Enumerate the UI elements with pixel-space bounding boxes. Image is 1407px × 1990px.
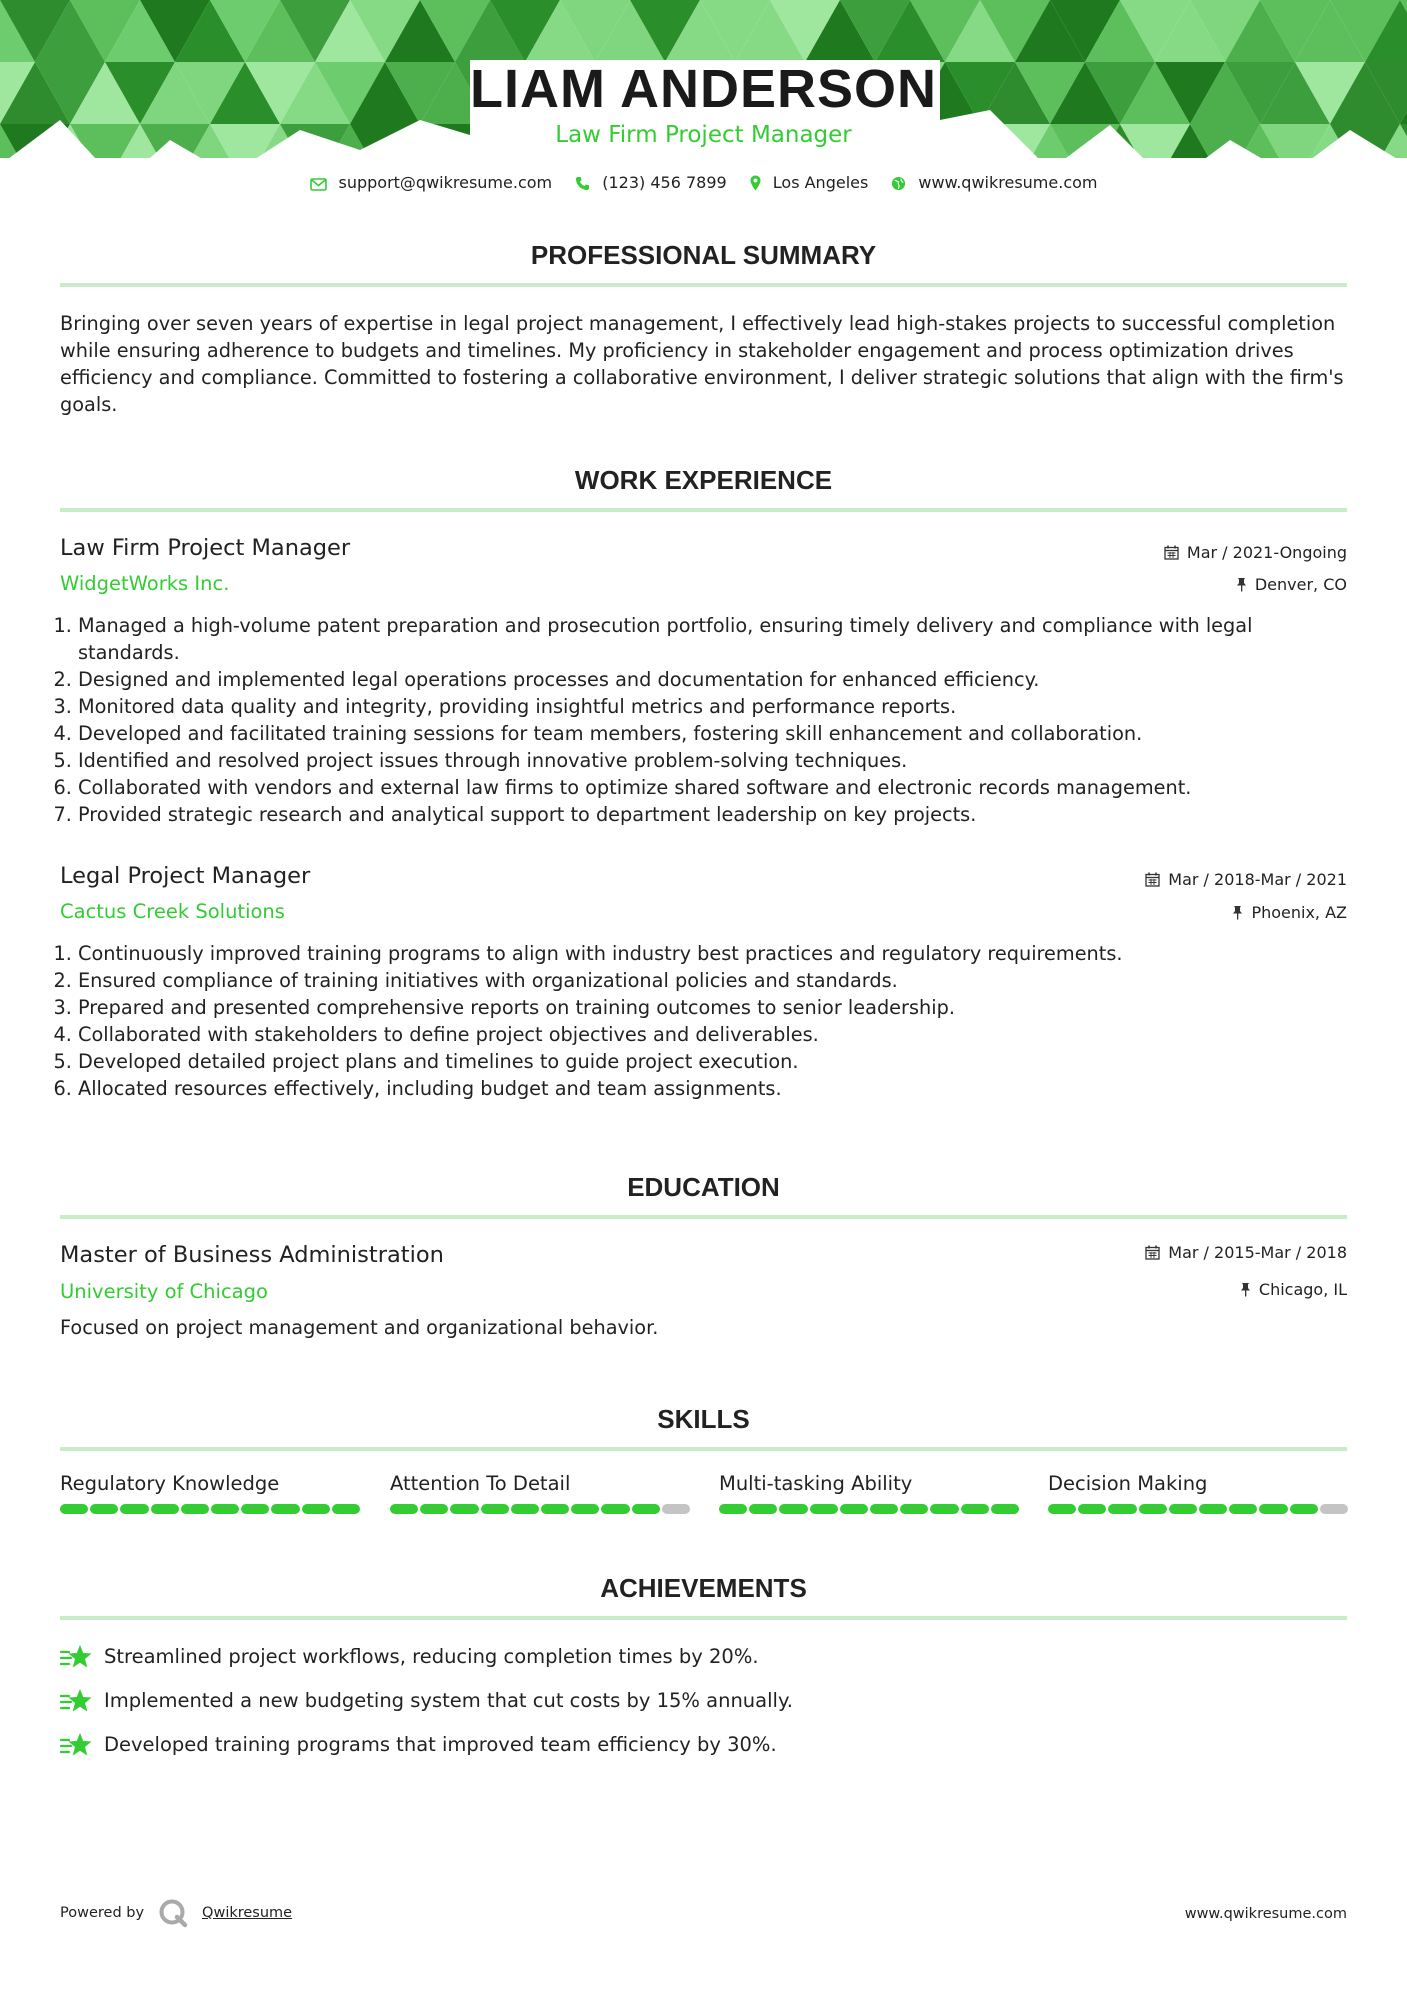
achievement-text: Implemented a new budgeting system that cut costs by 15% annually.: [104, 1689, 793, 1712]
skill-item: [1048, 1472, 1348, 1514]
experience-rule: [60, 508, 1347, 512]
skill-name: Decision Making: [1048, 1472, 1208, 1495]
job-bullet: 1. Continuously improved training programs to align with industry best practices and regulatory requirements.: [78, 940, 1358, 967]
education-description: Focused on project management and organizational behavior.: [60, 1316, 659, 1339]
pushpin-icon: [1240, 1282, 1251, 1297]
experience-heading: WORK EXPERIENCE: [574, 465, 833, 495]
skill-segment-filled: [120, 1504, 148, 1514]
skill-segment-filled: [151, 1504, 179, 1514]
skill-segment-filled: [181, 1504, 209, 1514]
skill-segment-filled: [241, 1504, 269, 1514]
education-location: [1240, 1280, 1347, 1299]
skill-segment-filled: [302, 1504, 330, 1514]
achievements-rule: [60, 1616, 1347, 1620]
skill-segment-filled: [1290, 1504, 1318, 1514]
skill-segment-filled: [930, 1504, 958, 1514]
skill-segment-filled: [1229, 1504, 1257, 1514]
education-location-text: Chicago, IL: [1258, 1280, 1347, 1299]
achievement-item: [60, 1731, 777, 1759]
candidate-title: Law Firm Project Manager: [555, 122, 852, 148]
skill-segment-filled: [481, 1504, 509, 1514]
job-company: Cactus Creek Solutions: [60, 900, 285, 923]
job-bullet: 4. Collaborated with stakeholders to define project objectives and deliverables.: [78, 1021, 1358, 1048]
candidate-name: LIAM ANDERSON: [470, 59, 937, 119]
skill-segment-empty: [662, 1504, 690, 1514]
skill-segment-filled: [271, 1504, 299, 1514]
job-dates: [1164, 543, 1347, 562]
skill-segment-filled: [1169, 1504, 1197, 1514]
contact-location-text: Los Angeles: [772, 173, 869, 192]
job-bullet: 6. Allocated resources effectively, including budget and team assignments.: [78, 1075, 1358, 1102]
degree-title: Master of Business Administration: [60, 1242, 444, 1268]
pushpin-icon: [1236, 577, 1247, 592]
footer-powered-by: [60, 1898, 292, 1928]
phone-icon: [575, 176, 590, 191]
job-bullet: 2. Designed and implemented legal operations processes and documentation for enhanced efficiency.: [78, 666, 1358, 693]
job-bullet: 2. Ensured compliance of training initiatives with organizational policies and standards.: [78, 967, 1358, 994]
job-bullet: 4. Developed and facilitated training sessions for team members, fostering skill enhancement and collaboration.: [78, 720, 1358, 747]
job-bullets: [50, 940, 1358, 1102]
skill-segment-filled: [511, 1504, 539, 1514]
job-title: Law Firm Project Manager: [60, 535, 351, 561]
skill-item: [719, 1472, 1019, 1514]
shooting-star-icon: [60, 1731, 94, 1759]
footer-website[interactable]: www.qwikresume.com: [1184, 1906, 1347, 1922]
school-name: University of Chicago: [60, 1280, 268, 1303]
skill-segment-filled: [1078, 1504, 1106, 1514]
calendar-icon: [1145, 872, 1160, 887]
achievement-item: [60, 1643, 759, 1671]
skill-segment-filled: [900, 1504, 928, 1514]
summary-text: Bringing over seven years of expertise in legal project management, I effectively lead high-stakes projects to successful completion while ensuring adherence to budgets and timelines. My proficiency in stakeholder engagement and process optimization drives efficiency and compliance. Committed to fostering a collaborative environment, I deliver strategic solutions that align with the firm's goals.: [60, 312, 1344, 416]
skill-segment-filled: [632, 1504, 660, 1514]
shooting-star-icon: [60, 1687, 94, 1715]
job-company: WidgetWorks Inc.: [60, 572, 230, 595]
job-location: [1236, 575, 1347, 594]
skills-rule: [60, 1447, 1347, 1451]
skill-level-bar: [390, 1504, 690, 1514]
achievement-item: [60, 1687, 793, 1715]
skill-segment-filled: [390, 1504, 418, 1514]
job-bullet: 5. Developed detailed project plans and timelines to guide project execution.: [78, 1048, 1358, 1075]
job-bullet: 5. Identified and resolved project issues through innovative problem-solving techniques.: [78, 747, 1358, 774]
skill-segment-filled: [332, 1504, 360, 1514]
skill-level-bar: [60, 1504, 360, 1514]
skill-segment-filled: [571, 1504, 599, 1514]
skill-segment-filled: [1199, 1504, 1227, 1514]
skill-segment-filled: [420, 1504, 448, 1514]
job-dates: [1145, 870, 1347, 889]
calendar-icon: [1145, 1245, 1160, 1260]
envelope-icon: [310, 178, 327, 191]
job-bullets: [50, 612, 1358, 828]
skill-segment-filled: [840, 1504, 868, 1514]
skill-segment-filled: [779, 1504, 807, 1514]
job-bullet: 7. Provided strategic research and analytical support to department leadership on key projects.: [78, 801, 1358, 828]
contact-phone-text: (123) 456 7899: [602, 173, 727, 192]
skill-segment-filled: [719, 1504, 747, 1514]
contact-website[interactable]: [891, 173, 1097, 192]
qwikresume-link[interactable]: Qwikresume: [202, 1905, 293, 1921]
summary-heading: PROFESSIONAL SUMMARY: [530, 240, 877, 270]
job-dates-text: Mar / 2021-Ongoing: [1186, 543, 1347, 562]
achievement-text: Developed training programs that improved team efficiency by 30%.: [104, 1733, 777, 1756]
skill-segment-filled: [601, 1504, 629, 1514]
job-bullet: 6. Collaborated with vendors and external law firms to optimize shared software and electronic records management.: [78, 774, 1358, 801]
contact-phone[interactable]: [575, 173, 726, 192]
skill-name: Regulatory Knowledge: [60, 1472, 280, 1495]
contact-email-text: support@qwikresume.com: [338, 173, 553, 192]
summary-rule: [60, 283, 1347, 287]
job-location-text: Denver, CO: [1254, 575, 1347, 594]
skill-segment-filled: [1259, 1504, 1287, 1514]
skill-segment-filled: [1139, 1504, 1167, 1514]
achievements-heading: ACHIEVEMENTS: [600, 1573, 807, 1603]
skill-segment-filled: [541, 1504, 569, 1514]
pushpin-icon: [1232, 905, 1243, 920]
education-dates-text: Mar / 2015-Mar / 2018: [1168, 1243, 1347, 1262]
job-bullet: 1. Managed a high-volume patent preparation and prosecution portfolio, ensuring timely delivery and compliance with legal standards.: [78, 612, 1358, 666]
job-dates-text: Mar / 2018-Mar / 2021: [1168, 870, 1347, 889]
skill-segment-filled: [211, 1504, 239, 1514]
skill-segment-filled: [450, 1504, 478, 1514]
contact-location: [750, 173, 869, 192]
skill-segment-filled: [810, 1504, 838, 1514]
achievement-text: Streamlined project workflows, reducing completion times by 20%.: [104, 1645, 759, 1668]
skill-segment-filled: [90, 1504, 118, 1514]
globe-icon: [891, 176, 906, 191]
skill-segment-filled: [1048, 1504, 1076, 1514]
skill-segment-filled: [60, 1504, 88, 1514]
skill-segment-filled: [961, 1504, 989, 1514]
skill-segment-empty: [1320, 1504, 1348, 1514]
contact-row: [0, 172, 1407, 192]
powered-by-label: Powered by: [60, 1905, 145, 1921]
qwikresume-logo-icon: [158, 1898, 188, 1928]
education-heading: EDUCATION: [627, 1172, 780, 1202]
skill-item: [60, 1472, 360, 1514]
skill-level-bar: [1048, 1504, 1348, 1514]
skill-segment-filled: [991, 1504, 1019, 1514]
job-bullet: 3. Prepared and presented comprehensive reports on training outcomes to senior leadership.: [78, 994, 1358, 1021]
calendar-icon: [1164, 545, 1179, 560]
skill-item: [390, 1472, 690, 1514]
job-location-text: Phoenix, AZ: [1251, 903, 1347, 922]
skill-level-bar: [719, 1504, 1019, 1514]
skills-heading: SKILLS: [657, 1404, 750, 1434]
contact-website-text: www.qwikresume.com: [918, 173, 1098, 192]
skill-segment-filled: [1108, 1504, 1136, 1514]
contact-email[interactable]: [310, 173, 553, 192]
education-dates: [1145, 1243, 1347, 1262]
skill-name: Multi-tasking Ability: [719, 1472, 913, 1495]
skill-segment-filled: [749, 1504, 777, 1514]
skill-segment-filled: [870, 1504, 898, 1514]
shooting-star-icon: [60, 1643, 94, 1671]
job-title: Legal Project Manager: [60, 863, 311, 889]
map-pin-icon: [750, 175, 761, 191]
job-location: [1232, 903, 1347, 922]
education-rule: [60, 1215, 1347, 1219]
skill-name: Attention To Detail: [390, 1472, 571, 1495]
job-bullet: 3. Monitored data quality and integrity, providing insightful metrics and performance reports.: [78, 693, 1358, 720]
